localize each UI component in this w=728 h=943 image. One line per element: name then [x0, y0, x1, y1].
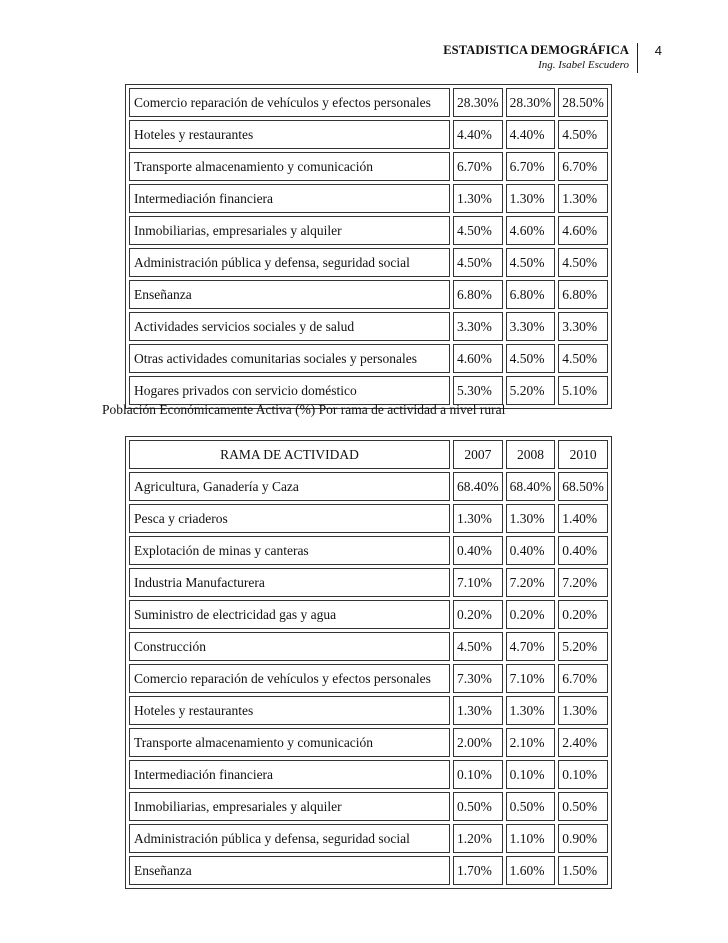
- activity-name-cell: Explotación de minas y canteras: [129, 536, 450, 565]
- value-2007-cell: 7.10%: [453, 568, 503, 597]
- table-row: [129, 152, 608, 181]
- header-rama-de-actividad: RAMA DE ACTIVIDAD: [129, 440, 450, 469]
- activity-name-cell: Actividades servicios sociales y de salud: [129, 312, 450, 341]
- value-2007-cell: 4.60%: [453, 344, 503, 373]
- value-2008-cell: 1.30%: [506, 184, 556, 213]
- activity-name-cell: Comercio reparación de vehículos y efectos personales: [129, 664, 450, 693]
- value-2008-cell: 4.40%: [506, 120, 556, 149]
- activity-name-cell: Inmobiliarias, empresariales y alquiler: [129, 216, 450, 245]
- table-row: [129, 792, 608, 821]
- table-row: [129, 504, 608, 533]
- table-row: [129, 248, 608, 277]
- rural-table-head: [129, 440, 608, 469]
- value-2008-cell: 1.10%: [506, 824, 556, 853]
- value-2010-cell: 0.20%: [558, 600, 608, 629]
- activity-name-cell: Agricultura, Ganadería y Caza: [129, 472, 450, 501]
- value-2010-cell: 6.70%: [558, 664, 608, 693]
- table-row: [129, 312, 608, 341]
- value-2007-cell: 1.20%: [453, 824, 503, 853]
- value-2010-cell: 2.40%: [558, 728, 608, 757]
- table-row: [129, 472, 608, 501]
- value-2007-cell: 4.50%: [453, 248, 503, 277]
- activity-name-cell: Inmobiliarias, empresariales y alquiler: [129, 792, 450, 821]
- value-2007-cell: 6.80%: [453, 280, 503, 309]
- value-2008-cell: 0.50%: [506, 792, 556, 821]
- value-2008-cell: 6.80%: [506, 280, 556, 309]
- table-row: [129, 216, 608, 245]
- activity-name-cell: Intermediación financiera: [129, 760, 450, 789]
- table-row: [129, 696, 608, 725]
- value-2007-cell: 0.40%: [453, 536, 503, 565]
- urban-activity-table-continued: [125, 84, 612, 409]
- activity-name-cell: Transporte almacenamiento y comunicación: [129, 728, 450, 757]
- document-title: ESTADISTICA DEMOGRÁFICA: [443, 43, 629, 57]
- table-row: [129, 600, 608, 629]
- value-2007-cell: 68.40%: [453, 472, 503, 501]
- activity-name-cell: Hogares privados con servicio doméstico: [129, 376, 450, 405]
- value-2007-cell: 4.50%: [453, 216, 503, 245]
- value-2010-cell: 1.30%: [558, 696, 608, 725]
- value-2010-cell: 7.20%: [558, 568, 608, 597]
- value-2007-cell: 3.30%: [453, 312, 503, 341]
- rural-table-body: [129, 472, 608, 885]
- value-2008-cell: 0.20%: [506, 600, 556, 629]
- value-2008-cell: 4.70%: [506, 632, 556, 661]
- value-2010-cell: 1.30%: [558, 184, 608, 213]
- value-2010-cell: 0.40%: [558, 536, 608, 565]
- activity-name-cell: Industria Manufacturera: [129, 568, 450, 597]
- value-2007-cell: 0.10%: [453, 760, 503, 789]
- value-2007-cell: 0.50%: [453, 792, 503, 821]
- value-2007-cell: 7.30%: [453, 664, 503, 693]
- value-2008-cell: 4.60%: [506, 216, 556, 245]
- value-2008-cell: 0.10%: [506, 760, 556, 789]
- value-2010-cell: 4.60%: [558, 216, 608, 245]
- value-2007-cell: 4.40%: [453, 120, 503, 149]
- value-2008-cell: 0.40%: [506, 536, 556, 565]
- value-2007-cell: 1.30%: [453, 696, 503, 725]
- value-2007-cell: 1.30%: [453, 184, 503, 213]
- activity-name-cell: Pesca y criaderos: [129, 504, 450, 533]
- value-2007-cell: 1.70%: [453, 856, 503, 885]
- header-year-2010: 2010: [558, 440, 608, 469]
- table-row: [129, 568, 608, 597]
- value-2010-cell: 0.50%: [558, 792, 608, 821]
- value-2010-cell: 4.50%: [558, 248, 608, 277]
- value-2008-cell: 4.50%: [506, 344, 556, 373]
- rural-activity-table: [125, 436, 612, 889]
- activity-name-cell: Comercio reparación de vehículos y efectos personales: [129, 88, 450, 117]
- table-row: [129, 344, 608, 373]
- value-2010-cell: 28.50%: [558, 88, 608, 117]
- activity-name-cell: Intermediación financiera: [129, 184, 450, 213]
- value-2010-cell: 5.20%: [558, 632, 608, 661]
- value-2010-cell: 1.40%: [558, 504, 608, 533]
- table-row: [129, 376, 608, 405]
- value-2008-cell: 28.30%: [506, 88, 556, 117]
- value-2007-cell: 0.20%: [453, 600, 503, 629]
- value-2008-cell: 1.30%: [506, 504, 556, 533]
- table-row: [129, 824, 608, 853]
- value-2008-cell: 1.30%: [506, 696, 556, 725]
- table-row: [129, 760, 608, 789]
- page-header: [300, 40, 700, 80]
- table-row: [129, 664, 608, 693]
- header-year-2007: 2007: [453, 440, 503, 469]
- value-2008-cell: 3.30%: [506, 312, 556, 341]
- document-author: Ing. Isabel Escudero: [538, 59, 629, 71]
- value-2008-cell: 4.50%: [506, 248, 556, 277]
- value-2010-cell: 68.50%: [558, 472, 608, 501]
- activity-name-cell: Construcción: [129, 632, 450, 661]
- table-row: [129, 120, 608, 149]
- activity-name-cell: Hoteles y restaurantes: [129, 696, 450, 725]
- value-2007-cell: 4.50%: [453, 632, 503, 661]
- value-2007-cell: 6.70%: [453, 152, 503, 181]
- value-2010-cell: 3.30%: [558, 312, 608, 341]
- table-row: [129, 728, 608, 757]
- value-2008-cell: 68.40%: [506, 472, 556, 501]
- table-row: [129, 280, 608, 309]
- header-text-block: [443, 43, 638, 73]
- value-2007-cell: 5.30%: [453, 376, 503, 405]
- value-2010-cell: 0.10%: [558, 760, 608, 789]
- activity-name-cell: Administración pública y defensa, seguridad social: [129, 824, 450, 853]
- table-row: [129, 856, 608, 885]
- header-year-2008: 2008: [506, 440, 556, 469]
- table-row: [129, 184, 608, 213]
- activity-name-cell: Enseñanza: [129, 856, 450, 885]
- value-2008-cell: 7.10%: [506, 664, 556, 693]
- page-number: 4: [654, 43, 662, 58]
- rural-section-caption: Población Económicamente Activa (%) Por rama de actividad a nivel rural: [102, 402, 506, 417]
- activity-name-cell: Administración pública y defensa, seguridad social: [129, 248, 450, 277]
- value-2007-cell: 2.00%: [453, 728, 503, 757]
- table-row: [129, 536, 608, 565]
- value-2010-cell: 4.50%: [558, 120, 608, 149]
- urban-activity-table-body: [129, 88, 608, 405]
- activity-name-cell: Hoteles y restaurantes: [129, 120, 450, 149]
- value-2008-cell: 5.20%: [506, 376, 556, 405]
- activity-name-cell: Enseñanza: [129, 280, 450, 309]
- value-2010-cell: 1.50%: [558, 856, 608, 885]
- value-2008-cell: 2.10%: [506, 728, 556, 757]
- value-2008-cell: 7.20%: [506, 568, 556, 597]
- value-2008-cell: 6.70%: [506, 152, 556, 181]
- activity-name-cell: Otras actividades comunitarias sociales y personales: [129, 344, 450, 373]
- table-row: [129, 632, 608, 661]
- value-2007-cell: 1.30%: [453, 504, 503, 533]
- value-2010-cell: 6.80%: [558, 280, 608, 309]
- value-2010-cell: 0.90%: [558, 824, 608, 853]
- table-row: [129, 88, 608, 117]
- value-2007-cell: 28.30%: [453, 88, 503, 117]
- value-2008-cell: 1.60%: [506, 856, 556, 885]
- value-2010-cell: 5.10%: [558, 376, 608, 405]
- value-2010-cell: 6.70%: [558, 152, 608, 181]
- activity-name-cell: Transporte almacenamiento y comunicación: [129, 152, 450, 181]
- rural-table-header-row: [129, 440, 608, 469]
- activity-name-cell: Suministro de electricidad gas y agua: [129, 600, 450, 629]
- value-2010-cell: 4.50%: [558, 344, 608, 373]
